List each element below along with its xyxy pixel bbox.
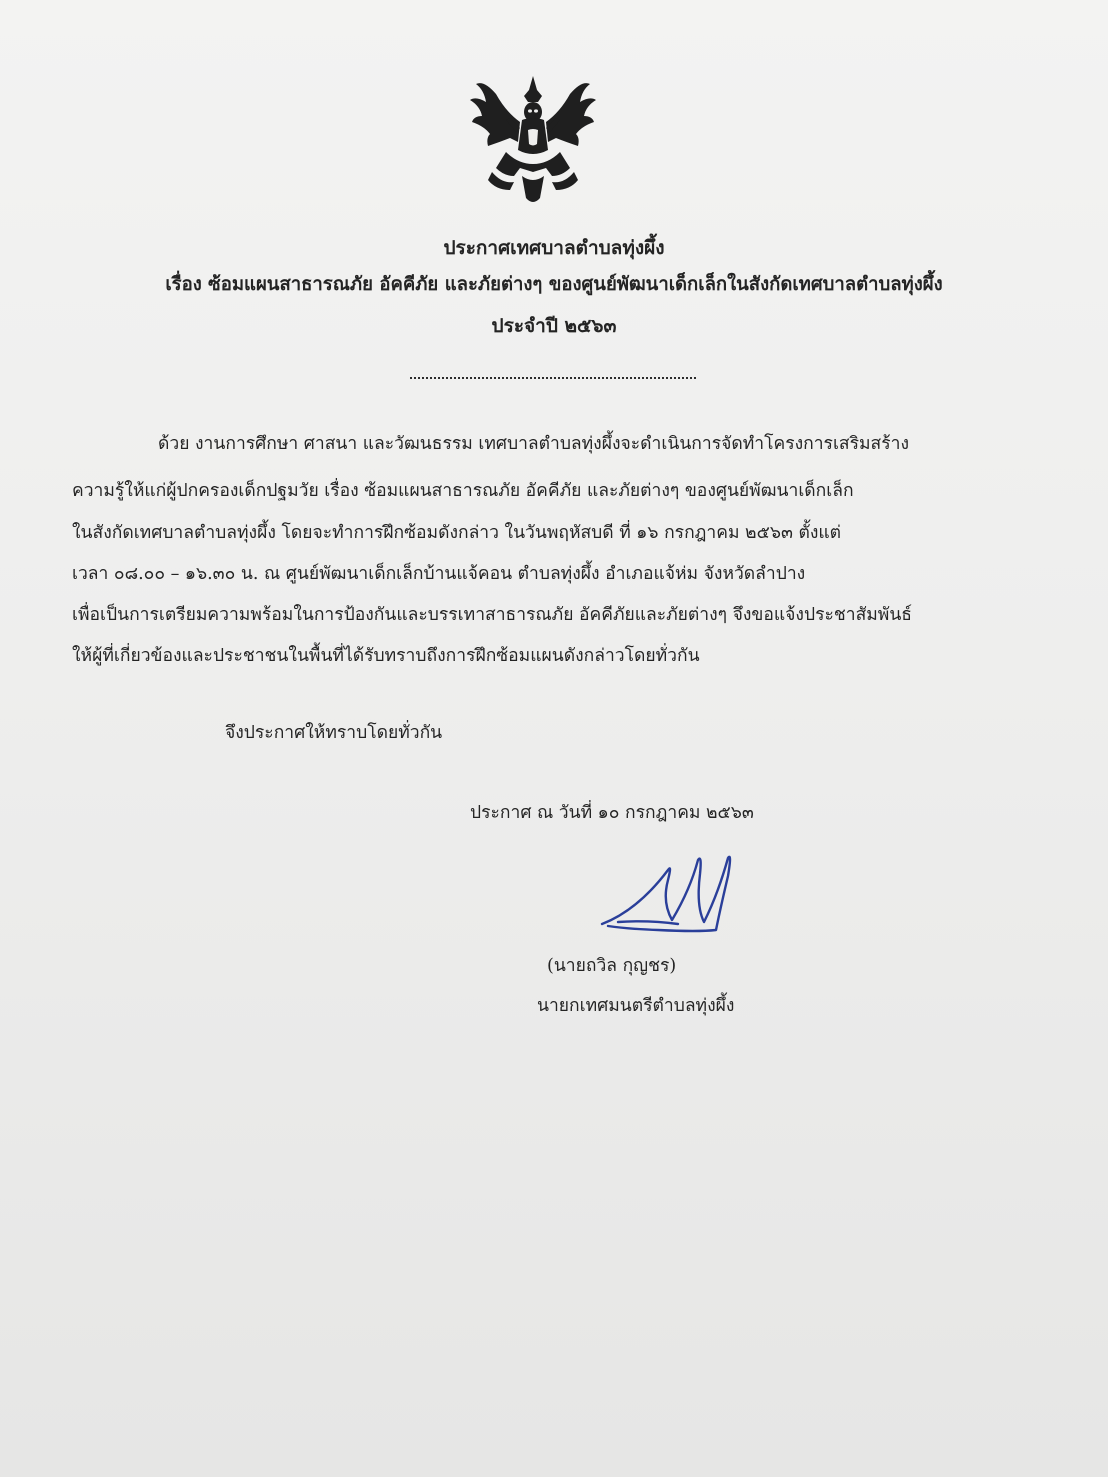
body-line: เพื่อเป็นการเตรียมความพร้อมในการป้องกันและบรรเทาสาธารณภัย อัคคีภัยและภัยต่างๆ จึงขอแจ้งประชาสัมพันธ์ (72, 605, 912, 625)
signer-title: นายกเทศมนตรีตำบลทุ่งผึ้ง (537, 996, 735, 1016)
garuda-emblem-icon (466, 72, 600, 210)
signer-name: (นายถวิล กุญชร) (547, 956, 677, 976)
signature-image (598, 850, 748, 940)
document-title: ประกาศเทศบาลตำบลทุ่งผึ้ง (443, 237, 665, 259)
body-line: ด้วย งานการศึกษา ศาสนา และวัฒนธรรม เทศบาลตำบลทุ่งผึ้งจะดำเนินการจัดทำโครงการเสริมสร้าง (158, 434, 910, 454)
dotted-separator (410, 377, 696, 379)
body-line: ในสังกัดเทศบาลตำบลทุ่งผึ้ง โดยจะทำการฝึกซ้อมดังกล่าว ในวันพฤหัสบดี ที่ ๑๖ กรกฎาคม ๒๕๖๓ ตั้งแต่ (72, 523, 842, 543)
year-line: ประจำปี ๒๕๖๓ (491, 315, 617, 337)
closing-statement: จึงประกาศให้ทราบโดยทั่วกัน (225, 723, 443, 743)
body-line: ความรู้ให้แก่ผู้ปกครองเด็กปฐมวัย เรื่อง ซ้อมแผนสาธารณภัย อัคคีภัย และภัยต่างๆ ของศูนย์พัฒนาเด็กเล็ก (72, 481, 854, 501)
body-line: ให้ผู้ที่เกี่ยวข้องและประชาชนในพื้นที่ได้รับทราบถึงการฝึกซ้อมแผนดังกล่าวโดยทั่วกัน (72, 646, 700, 666)
subject-line: เรื่อง ซ้อมแผนสาธารณภัย อัคคีภัย และภัยต่างๆ ของศูนย์พัฒนาเด็กเล็กในสังกัดเทศบาลตำบลทุ่งผึ้ง (165, 274, 943, 295)
announcement-date: ประกาศ ณ วันที่ ๑๐ กรกฎาคม ๒๕๖๓ (470, 803, 754, 823)
body-line: เวลา ๐๘.๐๐ – ๑๖.๓๐ น. ณ ศูนย์พัฒนาเด็กเล็กบ้านแจ้คอน ตำบลทุ่งผึ้ง อำเภอแจ้ห่ม จังหวัดลำปาง (72, 564, 806, 584)
